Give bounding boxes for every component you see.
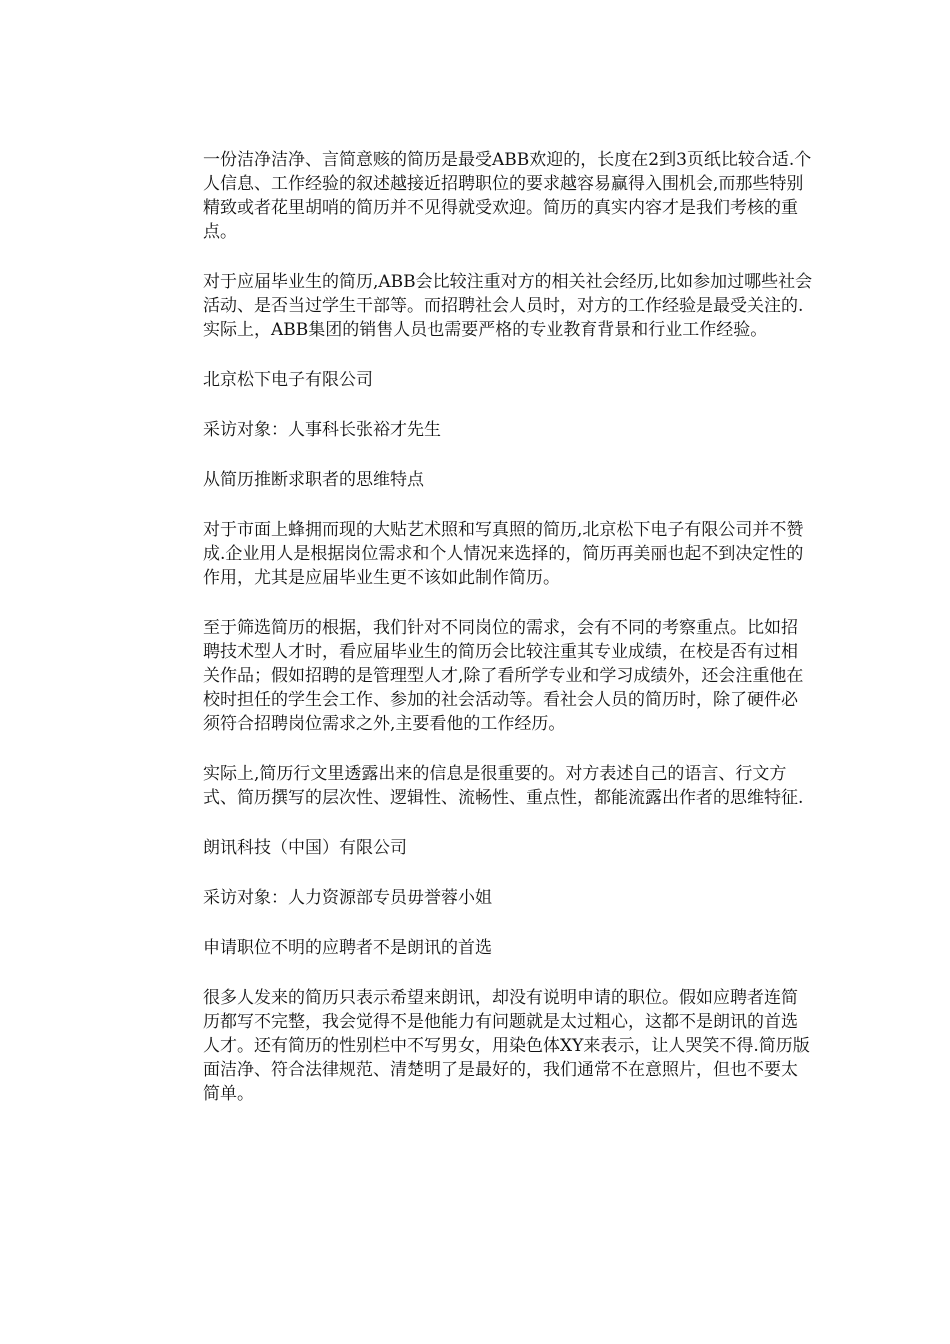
- interviewee-panasonic: 采访对象：人事科长张裕才先生: [203, 420, 441, 440]
- paragraph-abb-graduates: 对于应届毕业生的简历,ABB会比较注重对方的相关社会经历,比如参加过哪些社会活动、是否当过学生干部等。而招聘社会人员时，对方的工作经验是最受关注的.实际上，ABB集团的销售人员也需要严格的专业教育背景和行业工作经验。: [203, 272, 813, 340]
- paragraph-lucent-position: 很多人发来的简历只表示希望来朗讯，却没有说明申请的职位。假如应聘者连简历都写不完整，我会觉得不是他能力有问题就是太过粗心，这都不是朗讯的首选人才。还有简历的性别栏中不写男女，用染色体XY来表示，让人哭笑不得.简历版面洁净、符合法律规范、清楚明了是最好的，我们通常不在意照片，但也不要太简单。: [203, 988, 810, 1104]
- interviewee-lucent: 采访对象：人力资源部专员毋誉蓉小姐: [203, 888, 492, 908]
- section-title-lucent: 申请职位不明的应聘者不是朗讯的首选: [203, 938, 492, 958]
- paragraph-panasonic-screening: 至于筛选简历的根据，我们针对不同岗位的需求，会有不同的考察重点。比如招聘技术型人才时，看应届毕业生的简历会比较注重其专业成绩，在校是否有过相关作品；假如招聘的是管理型人才,除了看所学专业和学习成绩外，还会注重他在校时担任的学生会工作、参加的社会活动等。看社会人员的简历时，除了硬件必须符合招聘岗位需求之外,主要看他的工作经历。: [203, 618, 804, 734]
- paragraph-panasonic-photos: 对于市面上蜂拥而现的大贴艺术照和写真照的简历,北京松下电子有限公司并不赞成.企业用人是根据岗位需求和个人情况来选择的，简历再美丽也起不到决定性的作用，尤其是应届毕业生更不该如此制作简历。: [203, 520, 804, 588]
- document-body: [203, 148, 813, 1132]
- company-heading-lucent: 朗讯科技（中国）有限公司: [203, 838, 407, 858]
- paragraph-panasonic-writing: 实际上,简历行文里透露出来的信息是很重要的。对方表述自己的语言、行文方式、简历撰写的层次性、逻辑性、流畅性、重点性，都能流露出作者的思维特征.: [203, 764, 804, 808]
- section-title-panasonic: 从简历推断求职者的思维特点: [203, 470, 424, 490]
- paragraph-abb-resume-style: 一份洁净洁净、言简意赅的简历是最受ABB欢迎的，长度在2到3页纸比较合适.个人信息、工作经验的叙述越接近招聘职位的要求越容易赢得入围机会,而那些特别精致或者花里胡哨的简历并不见得就受欢迎。简历的真实内容才是我们考核的重点。: [203, 150, 812, 242]
- company-heading-panasonic: 北京松下电子有限公司: [203, 370, 373, 390]
